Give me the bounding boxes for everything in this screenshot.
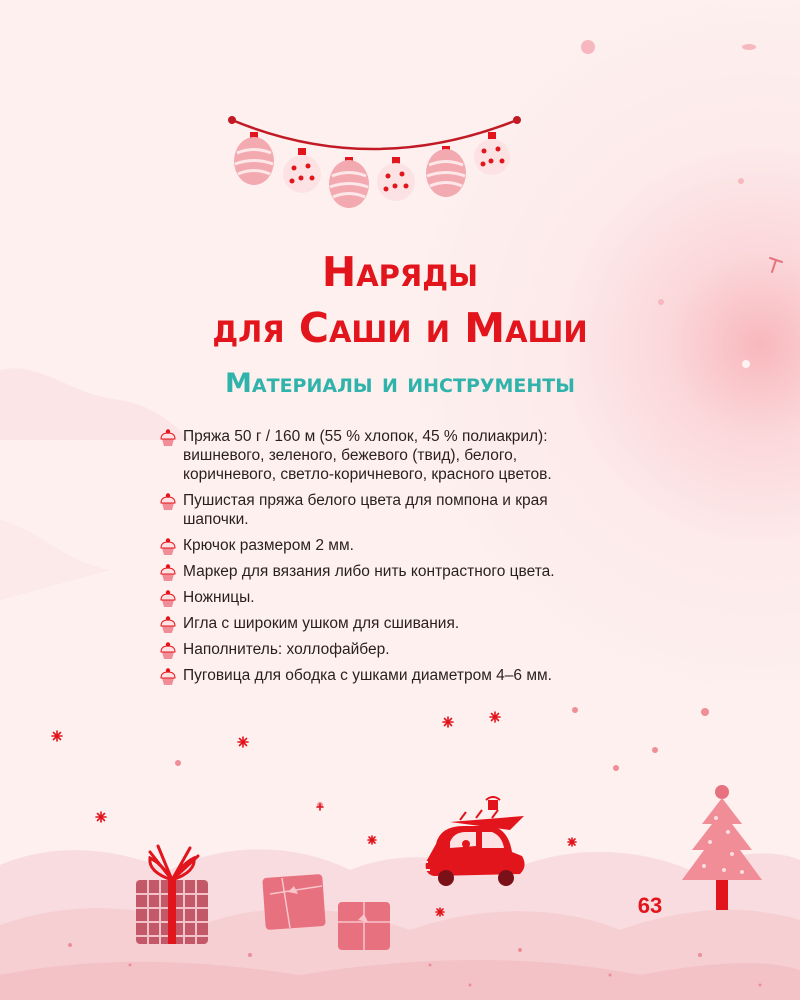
cupcake-icon <box>158 615 178 635</box>
cupcake-icon <box>158 492 178 512</box>
list-item <box>158 588 608 607</box>
materials-list <box>158 427 608 692</box>
list-item-text: Пушистая пряжа белого цвета для помпона и края шапочки. <box>183 492 548 528</box>
cupcake-icon <box>158 428 178 448</box>
list-item <box>158 562 608 581</box>
list-item-text: Пуговица для ободка с ушками диаметром 4–6 мм. <box>183 667 552 684</box>
page-title-line-1: Наряды <box>321 248 479 296</box>
list-item <box>158 614 608 633</box>
page-title <box>0 244 800 356</box>
list-item-text: Наполнитель: холлофайбер. <box>183 641 390 658</box>
cupcake-icon <box>158 537 178 557</box>
gift-box-icon <box>334 898 394 954</box>
cupcake-icon <box>158 589 178 609</box>
list-item <box>158 427 608 484</box>
christmas-car-icon <box>420 796 538 896</box>
gift-box-icon <box>128 842 218 950</box>
cupcake-icon <box>158 667 178 687</box>
list-item <box>158 666 608 685</box>
list-item-text: Маркер для вязания либо нить контрастного цвета. <box>183 563 555 580</box>
list-item-text: Ножницы. <box>183 589 255 606</box>
page-number: 63 <box>637 893 663 918</box>
list-item-text: Игла с широким ушком для сшивания. <box>183 615 460 632</box>
list-item-text: Пряжа 50 г / 160 м (55 % хлопок, 45 % полиакрил): вишневого, зеленого, бежевого (твид), белого, коричневого, светло-коричневого, красного цветов. <box>183 428 552 483</box>
list-item <box>158 491 608 529</box>
list-item-text: Крючок размером 2 мм. <box>183 537 354 554</box>
christmas-tree-icon <box>672 784 772 914</box>
page-title-line-2: для Саши и Маши <box>212 304 588 352</box>
list-item <box>158 536 608 555</box>
cupcake-icon <box>158 563 178 583</box>
list-item <box>158 640 608 659</box>
ornament-garland-icon <box>222 108 522 218</box>
cupcake-icon <box>158 641 178 661</box>
gift-box-icon <box>262 872 330 932</box>
section-heading: Материалы и инструменты <box>225 368 575 399</box>
